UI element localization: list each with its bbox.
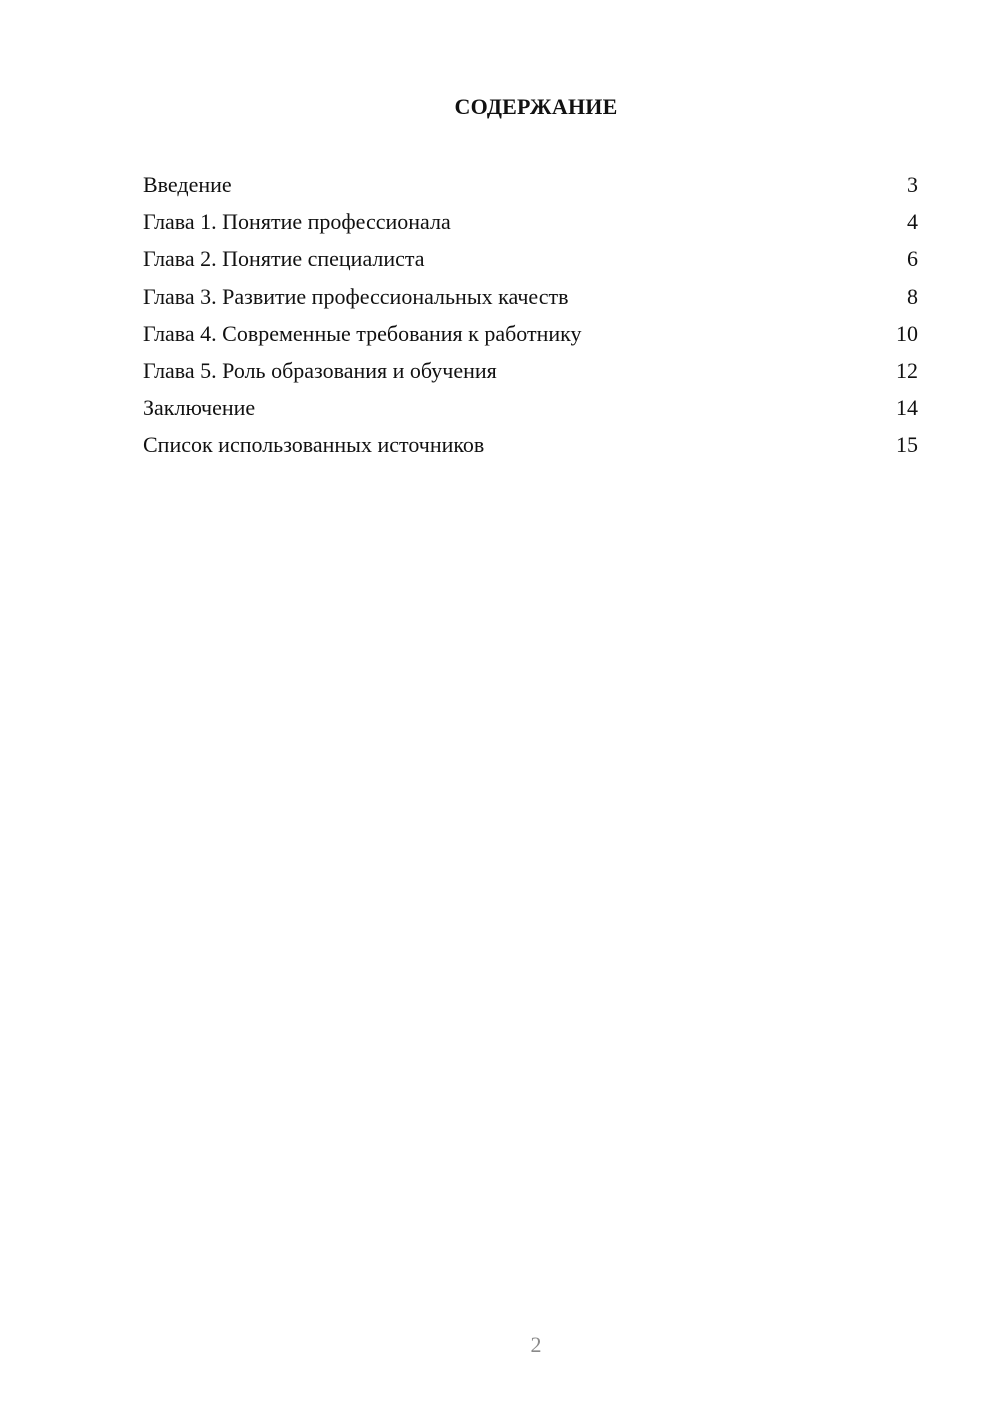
toc-entry-label: Введение bbox=[143, 172, 232, 197]
toc-entry[interactable] bbox=[143, 355, 918, 392]
toc-entry-page: 14 bbox=[896, 395, 918, 421]
page-title: СОДЕРЖАНИЕ bbox=[454, 94, 618, 119]
toc-entry-label: Глава 1. Понятие профессионала bbox=[143, 209, 451, 235]
toc-entry-page: 6 bbox=[907, 246, 918, 272]
toc-entry-label: Глава 4. Современные требования к работнику bbox=[143, 320, 582, 346]
toc-entry[interactable] bbox=[143, 169, 918, 206]
toc-entry[interactable] bbox=[143, 281, 918, 318]
toc-entry[interactable] bbox=[143, 429, 918, 466]
toc-entry-page: 3 bbox=[907, 172, 918, 197]
toc-entry-label: Глава 3. Развитие профессиональных качеств bbox=[143, 283, 569, 309]
toc-entry[interactable] bbox=[143, 318, 918, 355]
toc-entry-label: Список использованных источников bbox=[143, 432, 485, 458]
toc-entry[interactable] bbox=[143, 392, 918, 429]
table-of-contents bbox=[143, 169, 918, 467]
toc-entry[interactable] bbox=[143, 206, 918, 243]
page-number: 2 bbox=[530, 1332, 542, 1357]
toc-entry-label: Глава 2. Понятие специалиста bbox=[143, 246, 425, 272]
toc-entry-page: 8 bbox=[907, 283, 918, 309]
toc-entry[interactable] bbox=[143, 243, 918, 280]
toc-entry-page: 10 bbox=[896, 320, 918, 346]
toc-entry-page: 12 bbox=[896, 357, 918, 383]
toc-entry-label: Глава 5. Роль образования и обучения bbox=[143, 357, 497, 383]
toc-entry-page: 4 bbox=[907, 209, 918, 235]
toc-entry-page: 15 bbox=[896, 432, 918, 458]
toc-entry-label: Заключение bbox=[143, 395, 256, 421]
